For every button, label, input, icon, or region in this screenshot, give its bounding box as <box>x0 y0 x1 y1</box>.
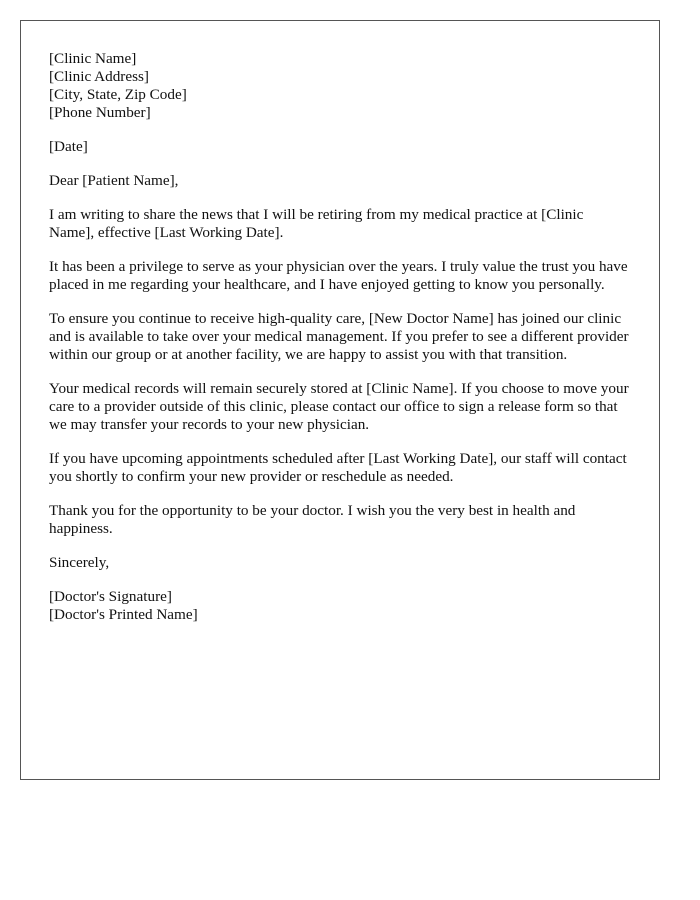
letter-date: [Date] <box>49 138 88 155</box>
body-paragraph-records: Your medical records will remain securely stored at [Clinic Name]. If you choose to move your care to a provider outside of this clinic, please contact our office to sign a release form so that we may transfer your records to your new physician. <box>49 380 629 433</box>
doctor-printed-name: [Doctor's Printed Name] <box>49 606 198 623</box>
city-state-zip: [City, State, Zip Code] <box>49 86 187 103</box>
body-paragraph-thanks: Thank you for the opportunity to be your doctor. I wish you the very best in health and happiness. <box>49 502 576 537</box>
signature-block <box>49 588 631 624</box>
letter-page <box>20 20 660 780</box>
closing: Sincerely, <box>49 554 110 571</box>
body-paragraph-gratitude: It has been a privilege to serve as your physician over the years. I truly value the trust you have placed in me regarding your healthcare, and I have enjoyed getting to know you personally. <box>49 258 628 293</box>
sender-address-block <box>49 50 631 122</box>
salutation: Dear [Patient Name], <box>49 172 179 189</box>
body-paragraph-retirement: I am writing to share the news that I will be retiring from my medical practice at [Clinic Name], effective [Last Working Date]. <box>49 206 584 241</box>
doctor-signature: [Doctor's Signature] <box>49 588 172 605</box>
clinic-name: [Clinic Name] <box>49 50 137 67</box>
clinic-address: [Clinic Address] <box>49 68 149 85</box>
phone-number: [Phone Number] <box>49 104 151 121</box>
body-paragraph-new-doctor: To ensure you continue to receive high-quality care, [New Doctor Name] has joined our clinic and is available to take over your medical management. If you prefer to see a different provider within our group or at another facility, we are happy to assist you with that transition. <box>49 310 629 363</box>
body-paragraph-appointments: If you have upcoming appointments scheduled after [Last Working Date], our staff will contact you shortly to confirm your new provider or reschedule as needed. <box>49 450 627 485</box>
